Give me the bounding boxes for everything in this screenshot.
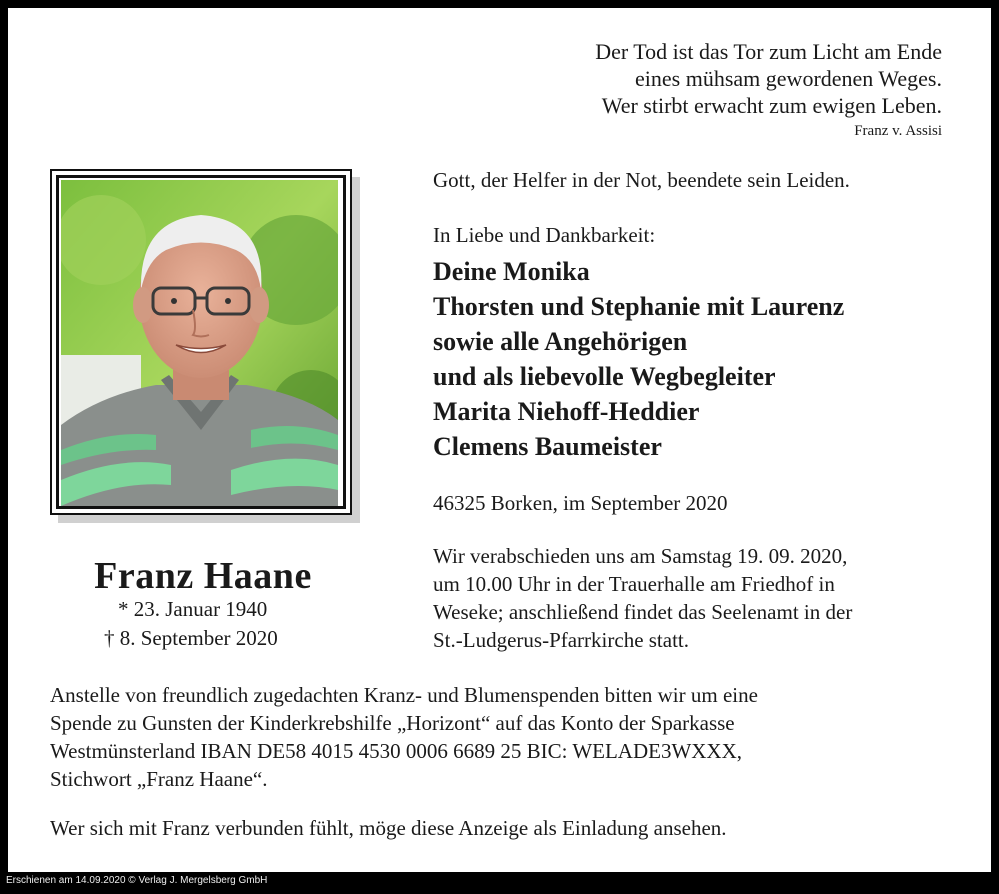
donation-line: Spende zu Gunsten der Kinderkrebshilfe „Horizont“ auf das Konto der Sparkasse (50, 711, 735, 735)
service-line: Weseke; anschließend findet das Seelenamt in der (433, 600, 853, 624)
intro-text: Gott, der Helfer in der Not, beendete sein Leiden. (433, 168, 850, 192)
mourner-line: und als liebevolle Wegbegleiter (433, 362, 776, 391)
service-line: Wir verabschieden uns am Samstag 19. 09. 2020, (433, 544, 848, 568)
portrait-photo (61, 180, 338, 506)
deceased-name: Franz Haane (94, 555, 312, 597)
quote-line: eines mühsam gewordenen Weges. (635, 66, 942, 91)
donation-line: Westmünsterland IBAN DE58 4015 4530 0006 6689 25 BIC: WELADE3WXXX, (50, 739, 743, 763)
mourner-line: Deine Monika (433, 257, 590, 286)
obituary-card (8, 8, 991, 872)
mourner-line: Marita Niehoff-Heddier (433, 397, 700, 426)
donation-text (50, 681, 970, 793)
quote-author: Franz v. Assisi (854, 123, 942, 139)
service-info (433, 542, 973, 654)
love-line: In Liebe und Dankbarkeit: (433, 223, 656, 247)
publication-footer: Erschienen am 14.09.2020 © Verlag J. Mergelsberg GmbH (6, 875, 268, 886)
closing-text: Wer sich mit Franz verbunden fühlt, möge diese Anzeige als Einladung ansehen. (50, 816, 727, 840)
birth-date: * 23. Januar 1940 (118, 597, 268, 621)
death-date: † 8. September 2020 (104, 626, 278, 650)
mourner-line: sowie alle Angehörigen (433, 327, 688, 356)
quote-line: Der Tod ist das Tor zum Licht am Ende (595, 39, 942, 64)
service-line: um 10.00 Uhr in der Trauerhalle am Friedhof in (433, 572, 835, 596)
portrait-frame (50, 169, 352, 515)
donation-line: Anstelle von freundlich zugedachten Kranz- und Blumenspenden bitten wir um eine (50, 683, 758, 707)
mourners-list (433, 254, 844, 464)
quote-block (595, 38, 942, 143)
mourner-line: Thorsten und Stephanie mit Laurenz (433, 292, 845, 321)
service-line: St.-Ludgerus-Pfarrkirche statt. (433, 628, 690, 652)
quote-line: Wer stirbt erwacht zum ewigen Leben. (601, 93, 942, 118)
donation-line: Stichwort „Franz Haane“. (50, 767, 268, 791)
place-date: 46325 Borken, im September 2020 (433, 491, 728, 515)
mourner-line: Clemens Baumeister (433, 432, 662, 461)
